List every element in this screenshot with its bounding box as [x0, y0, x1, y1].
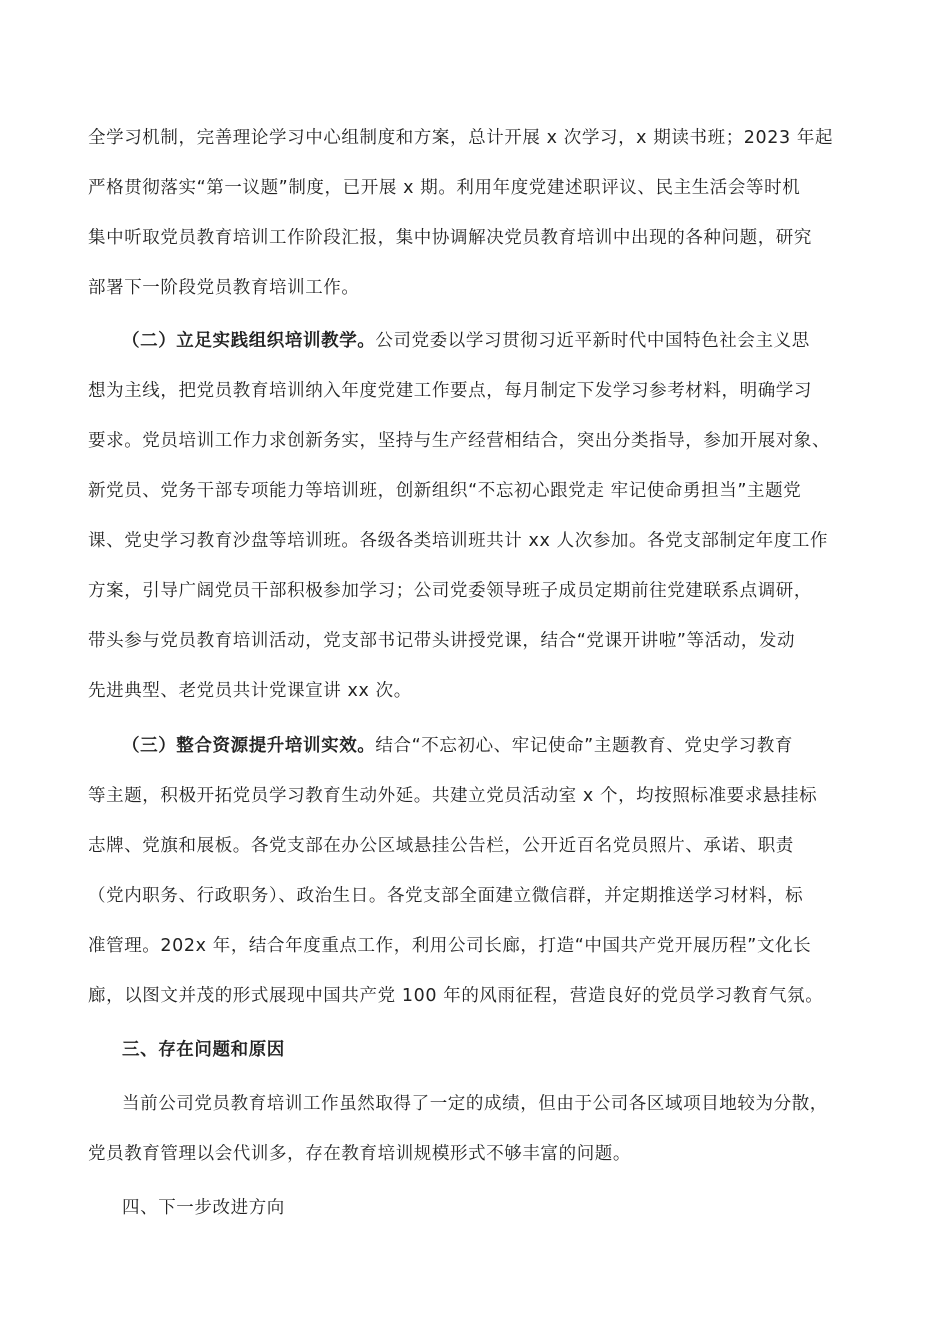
paragraph-text: 公司党委以学习贯彻习近平新时代中国特色社会主义思	[375, 331, 810, 351]
paragraph-line: 方案，引导广阔党员干部积极参加学习；公司党委领导班子成员定期前往党建联系点调研，	[88, 581, 812, 601]
subsection-heading: （二）立足实践组织培训教学。	[122, 331, 376, 351]
subsection-heading: （三）整合资源提升培训实效。	[122, 736, 376, 756]
paragraph-line: 党员教育管理以会代训多，存在教育培训规模形式不够丰富的问题。	[88, 1144, 631, 1164]
paragraph-line: 课、党史学习教育沙盘等培训班。各级各类培训班共计 xx 人次参加。各党支部制定年度工作	[88, 531, 829, 551]
paragraph-line: 带头参与党员教育培训活动，党支部书记带头讲授党课，结合“党课开讲啦”等活动，发动	[88, 631, 796, 651]
paragraph-line: 全学习机制，完善理论学习中心组制度和方案，总计开展 x 次学习，x 期读书班；2023 年起	[88, 128, 834, 148]
paragraph-line: 廊，以图文并茂的形式展现中国共产党 100 年的风雨征程，营造良好的党员学习教育气氛。	[88, 986, 824, 1006]
paragraph-line: 严格贯彻落实“第一议题”制度，已开展 x 期。利用年度党建述职评议、民主生活会等时机	[88, 178, 801, 198]
paragraph-line: （党内职务、行政职务）、政治生日。各党支部全面建立微信群，并定期推送学习材料，标	[88, 886, 804, 906]
paragraph-line: 集中听取党员教育培训工作阶段汇报，集中协调解决党员教育培训中出现的各种问题，研究	[88, 228, 812, 248]
paragraph-line: 准管理。202x 年，结合年度重点工作，利用公司长廊，打造“中国共产党开展历程”文化长	[88, 936, 812, 956]
section-heading: 四、下一步改进方向	[122, 1198, 285, 1218]
section-heading: 三、存在问题和原因	[122, 1040, 285, 1060]
paragraph-line: 新党员、党务干部专项能力等培训班，创新组织“不忘初心跟党走 牢记使命勇担当”主题党	[88, 481, 802, 501]
paragraph-line: 志牌、党旗和展板。各党支部在办公区域悬挂公告栏，公开近百名党员照片、承诺、职责	[88, 836, 794, 856]
paragraph-line: 先进典型、老党员共计党课宣讲 xx 次。	[88, 681, 412, 701]
paragraph-first-line	[122, 329, 902, 353]
paragraph-line: 要求。党员培训工作力求创新务实，坚持与生产经营相结合，突出分类指导，参加开展对象、	[88, 431, 831, 451]
paragraph-first-line: 当前公司党员教育培训工作虽然取得了一定的成绩，但由于公司各区域项目地较为分散，	[122, 1094, 828, 1114]
paragraph-line: 等主题，积极开拓党员学习教育生动外延。共建立党员活动室 x 个，均按照标准要求悬挂标	[88, 786, 818, 806]
paragraph-first-line	[122, 734, 902, 758]
paragraph-line: 想为主线，把党员教育培训纳入年度党建工作要点，每月制定下发学习参考材料，明确学习	[88, 381, 812, 401]
paragraph-line: 部署下一阶段党员教育培训工作。	[88, 278, 360, 298]
paragraph-text: 结合“不忘初心、牢记使命”主题教育、党史学习教育	[375, 736, 793, 756]
